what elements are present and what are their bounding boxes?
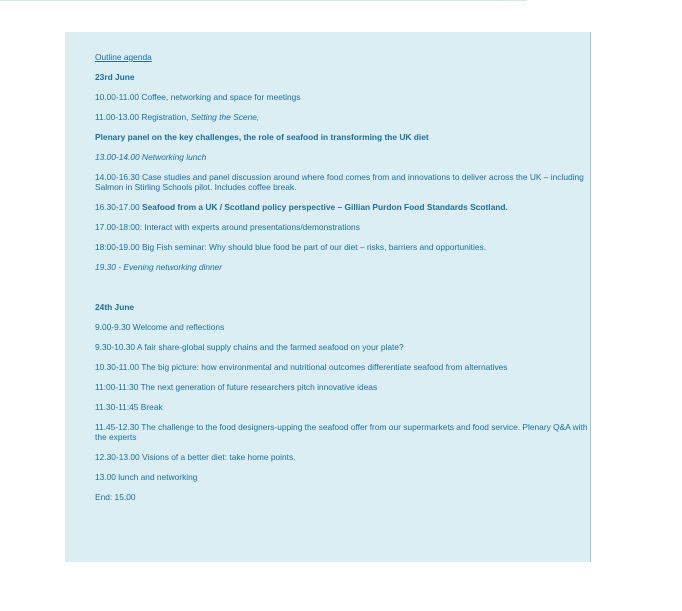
day1-item-dinner: 19.30 - Evening networking dinner — [95, 262, 223, 272]
day1-item-lunch: 13.00-14.00 Networking lunch — [95, 152, 207, 162]
day2-heading: 24th June — [95, 302, 135, 312]
day2-item-fair-share: 9.30-10.30 A fair share-global supply chains and the farmed seafood on your plate? — [95, 342, 404, 352]
day1-item-registration — [95, 112, 584, 122]
policy-time: 16.30-17.00 — [95, 202, 143, 212]
agenda-title: Outline agenda — [95, 52, 152, 62]
day2-item-next-generation: 11:00-11:30 The next generation of future researchers pitch innovative ideas — [95, 382, 378, 392]
day1-heading: 23rd June — [95, 72, 135, 82]
day1-item-coffee: 10.00-11.00 Coffee, networking and space for meetings — [95, 92, 301, 102]
day2-item-visions: 12.30-13.00 Visions of a better diet: take home points. — [95, 452, 296, 462]
day2-item-welcome: 9.00-9.30 Welcome and reflections — [95, 322, 225, 332]
registration-subtitle: Setting the Scene, — [190, 112, 260, 122]
day2-item-big-picture: 10.30-11.00 The big picture: how environmental and nutritional outcomes differentiate seafood from alternatives — [95, 362, 508, 372]
registration-time: 11.00-13.00 Registration, — [95, 112, 191, 122]
day2-item-end: End: 15.00 — [95, 492, 136, 502]
day1-item-case-studies: 14.00-16.30 Case studies and panel discussion around where food comes from and innovations to deliver across the UK – including Salmon in Stirling Schools pilot. Includes coffee break. — [95, 172, 584, 192]
day2-item-break: 11.30-11:45 Break — [95, 402, 163, 412]
day1-item-plenary: Plenary panel on the key challenges, the role of seafood in transforming the UK diet — [95, 132, 429, 142]
day2-item-food-designers: 11.45-12.30 The challenge to the food designers-upping the seafood offer from our supermarkets and food service. Plenary Q&A with the experts — [95, 422, 588, 442]
day2-item-lunch: 13.00 lunch and networking — [95, 472, 198, 482]
agenda-panel — [65, 32, 591, 562]
day1-item-policy — [95, 202, 584, 212]
day1-item-interact: 17.00-18:00: Interact with experts around presentations/demonstrations — [95, 222, 360, 232]
day-spacer — [95, 282, 584, 302]
top-divider — [0, 0, 527, 1]
policy-title: Seafood from a UK / Scotland policy perspective – Gillian Purdon Food Standards Scotland. — [142, 202, 508, 212]
day1-item-big-fish: 18:00-19.00 Big Fish seminar: Why should blue food be part of our diet – risks, barriers and opportunities. — [95, 242, 487, 252]
